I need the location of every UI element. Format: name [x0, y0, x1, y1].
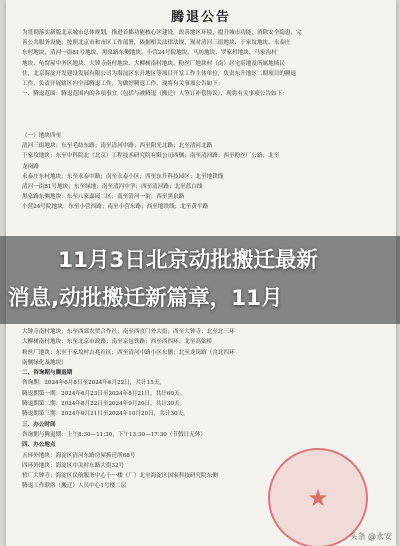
list-item: 南侧绿化及地块）: [22, 359, 67, 366]
list-item: 小营24号院地块：东至小营西路；南至小营东路；西至地铁线；北至黄平路: [22, 204, 209, 211]
list-item: 腾退期第三期：2024年9月21日至2024年10月20日，共计30天。: [22, 411, 189, 418]
section-heading: 四、办公地点: [22, 442, 56, 449]
list-item: 四环外地块：海淀区中关村东路大街32号: [22, 462, 125, 469]
list-item: 暂厂大钟寺：海淀区民航服务中心十一楼（厂）北至海淀区国家科技研究院东侧: [22, 473, 218, 480]
list-item: （一）地块四至: [22, 133, 62, 139]
list-item: 龙岗路: [22, 163, 39, 170]
list-item: 清河三街地块：东至毛纺东路；南至清河中路；西至阳光北路；北至清河北路: [22, 143, 213, 150]
document-title: 腾退公告: [170, 10, 231, 25]
list-item: 粉丝厂地块：东至于家坟村吉兆社区；西至清河中路小区东侧；北至龙岗路（含北四环: [22, 349, 235, 356]
intro-paragraph: [22, 28, 386, 99]
watermark-label: 头条 @永安: [349, 532, 392, 541]
section-heading: 三、办公时间: [22, 421, 56, 428]
list-item: 五环外地块：海淀区清河东路房屋拆迁所68号: [22, 452, 136, 459]
intro-line: 善公共服务设施，按照北京市和市区工作部署，依据相关法律法规，现对清河三街地块、于家坟地块、永泰庄: [22, 40, 291, 47]
intro-line: 地块、龟窝屋中务区地块、大钟寺南村地块、大柳树南村地块、粉丝厂地块村（南）居宅基地及所属地域民: [22, 60, 285, 67]
headline-line-2: 消息,动批搬迁新篇章，11月: [8, 286, 283, 311]
list-item: 于家坟地块：东至中科院北（北京）工程技术研究院有限公司西侧；南至清河路；西至粉丝厂公路；北至: [22, 153, 280, 160]
list-item: 咨询期：2024年6月8日至2024年6月22日，共计15天。: [22, 380, 165, 387]
list-item: 咨询期与腾退期：上午8:30—11:30，下午13:30—17:30（节假日无休）: [22, 431, 206, 438]
seal-star-icon: ★: [307, 484, 329, 512]
plot-boundary-list: [22, 131, 386, 213]
list-item: 清河一街81号地块：东至绿地；南至清河中学；西至清河路；北至蓝白线: [22, 184, 203, 191]
intro-line: 为贯彻落实新版北京城市总体规划，推进首都功能核心区建设，改善地区环境，提升城市功能，消除安全隐患，完: [22, 30, 302, 36]
list-item: 大钟寺南村地块：东至西郊农贸合作社；南至西直门外大街；西至大钟寺；北至北三环: [22, 329, 235, 335]
headline-text: [0, 242, 400, 318]
list-item: 永泰庄东村地块：东至永泰中路；南至永泰小区；西至东升科技园区；北至地铁线: [22, 173, 224, 180]
list-item: 黑泉路东侧地块：东至八家嘉园二区；南至清河一街；西至黑泉路: [22, 194, 185, 201]
intro-line: 一、腾退范围：腾退范围内的各项事宜（包括与被腾退（搬迁）人签订补偿协议），现将有关事项公告如下：: [22, 91, 288, 98]
list-item: 腾退工作联络（搬迁）人员中心1号楼二层: [22, 483, 127, 490]
list-item: 腾退期第二期：2024年8月22日至2024年9月20日，共计30天。: [22, 401, 186, 408]
intro-line: 东村地块、清河一街81号地块、黑泉路东侧地块、小营24号院地块、马坊地块、罗家村地块、马家沟村: [22, 50, 277, 57]
headline-line-1: 11月3日北京动批搬迁最新: [58, 248, 318, 273]
list-item: 大柳树南村地块：东至北京市政路；南至京包铁路；西至西四环；北至高粱桥: [22, 339, 213, 346]
intro-line: 住，北京海淀开发建设发展有限公司为海淀区东升地区等项目开发工作主体单位，负责东升地区二期项目的腾退: [22, 70, 297, 77]
intro-line: 工作，负责开展辖区内全部腾退工作，为做好腾退工作，现将有关事项公告如下：: [22, 81, 224, 88]
section-heading: 二、咨询期与腾退期: [22, 370, 73, 377]
list-item: 腾退期第一期：2024年6月23日至2024年8月21日，共计60天。: [22, 390, 186, 397]
